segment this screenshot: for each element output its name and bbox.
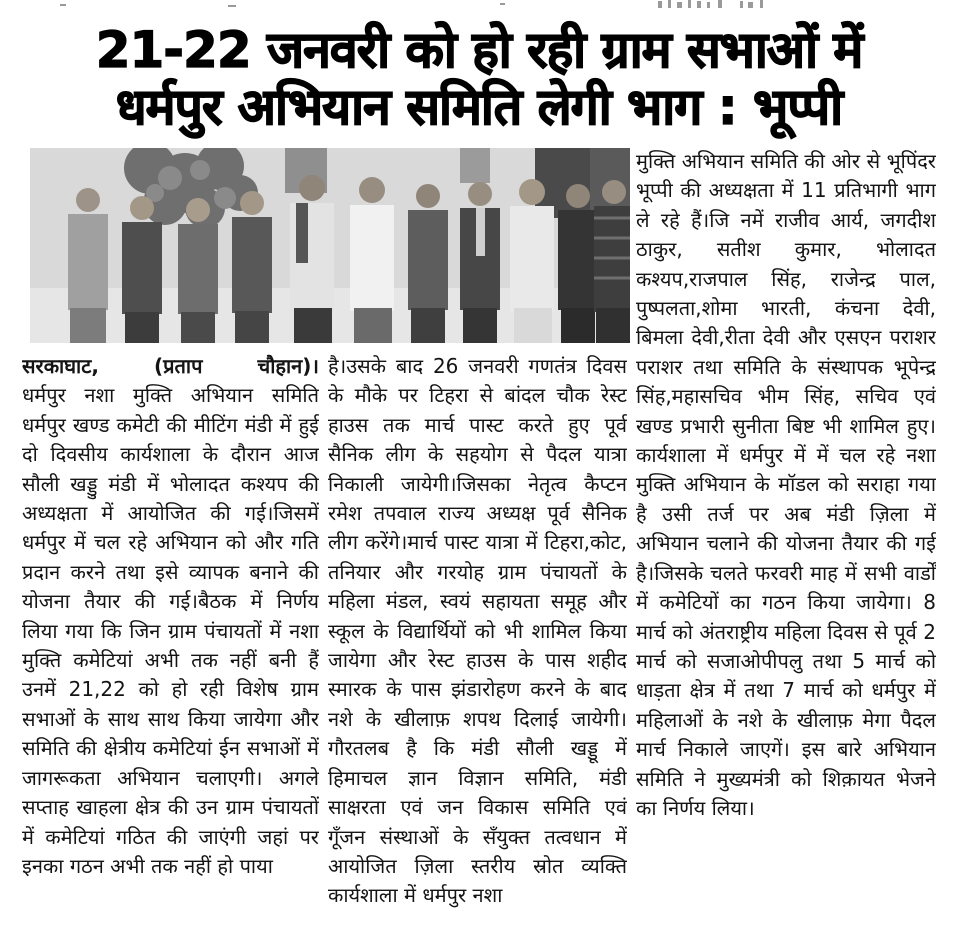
column-3-text: मुक्ति अभियान समिति की ओर से भूपिंदर भूप्पी की अध्यक्षता में 11 प्रतिभागी भाग ले रहे हैं।जि नमें राजीव आर्य, जगदीश ठाकुर, सतीश कुमार, भोलादत कश्यप,राजपाल सिंह, राजेन्द्र पाल, पुष्पलता,शोमा भारती, कंचना देवी, बिमला देवी,रीता देवी और एसएन पराशर पराशर तथा समिति के संस्थापक भूपेन्द्र सिंह,महासचिव भीम सिंह, सचिव एवं खण्ड प्रभारी सुनीता बिष्ट भी शामिल हुए।कार्यशाला में धर्मपुर में में चल रहे नशा मुक्ति अभियान के मॉडल को सराहा गया है उसी तर्ज पर अब मंडी ज़िला में अभियान चलाने की योजना तैयार की गई है।जिसके चलते फरवरी माह में सभी वार्डों में कमेटियों का गठन किया जायेगा। 8 मार्च को अंतराष्ट्रीय महिला दिवस से पूर्व 2 मार्च को सजाओपीपलु तथा 5 मार्च को धाड़ता क्षेत्र में तथा 7 मार्च को धर्मपुर में महिलाओं के नशे के खीलाफ़ मेगा पैदल मार्च निकाले जाएगें। इस बारे अभियान समिति ने मुख्यमंत्री को शिक़ायत भेजने का निर्णय लिया। — [636, 149, 936, 820]
article-photo — [30, 148, 630, 343]
article-headline — [10, 22, 948, 144]
headline-line-1: 21-22 जनवरी को हो रही ग्राम सभाओं में — [95, 21, 863, 79]
column-1-text: धर्मपुर नशा मुक्ति अभियान समिति धर्मपुर खण्ड कमेटी की मीटिंग मंडी में हुई दो दिवसीय कार्यशाला के दौरान आज सौली खड्डु मंडी में भोलादत कश्यप की अध्यक्षता में आयोजित की गई।जिसमें धर्मपुर में चल रहे अभियान को और गति प्रदान करने तथा इसे व्यापक बनाने की योजना तैयार की गई।बैठक में निर्णय लिया गया कि जिन ग्राम पंचायतों में नशा मुक्ति कमेटियां अभी तक नहीं बनी हैं उनमें 21,22 को हो रही विशेष ग्राम सभाओं के साथ साथ किया जायेगा और समिति की क्षेत्रीय कमेटियां ईन सभाओं में जागरूकता अभियान चलाएगी। अगले सप्ताह खाहला क्षेत्र की उन ग्राम पंचायतों में कमेटियां गठित की जाएंगी जहां पर इनका गठन अभी तक नहीं हो पाया — [22, 383, 319, 878]
cropped-masthead-fragment — [0, 0, 958, 14]
group-photo-graphic — [30, 148, 630, 343]
headline-line-2: धर्मपुर अभियान समिति लेगी भाग : भूप्पी — [115, 78, 843, 136]
body-column-2 — [328, 352, 627, 942]
body-column-1 — [22, 352, 319, 942]
body-column-3 — [636, 147, 936, 943]
column-2-text: है।उसके बाद 26 जनवरी गणतंत्र दिवस के मौके पर टिहरा से बांदल चौक रेस्ट हाउस तक मार्च पास्ट करते हुए पूर्व सैनिक लीग के सहयोग से पैदल यात्रा निकाली जायेगी।जिसका नेतृत्व कैप्टन रमेश तपवाल राज्य अध्यक्ष पूर्व सैनिक लीग करेंगे।मार्च पास्ट यात्रा में टिहरा,कोट, तनियार और गरयोह ग्राम पंचायतों के महिला मंडल, स्वयं सहायता समूह और स्कूल के विद्यार्थियों को भी शामिल किया जायेगा और रेस्ट हाउस के पास शहीद स्मारक के पास झंडारोहण करने के बाद नशे के खीलाफ़ शपथ दिलाई जायेगी।गौरतलब है कि मंडी सौली खड्डू में हिमाचल ज्ञान विज्ञान समिति, मंडी साक्षरता एवं जन विकास समिति एवं गूँजन संस्थाओं के सँयुक्त तत्वधान में आयोजित ज़िला स्तरीय स्रोत व्यक्ति कार्यशाला में धर्मपुर नशा — [328, 354, 627, 908]
dateline: सरकाघाट, (प्रताप चौहान)। — [22, 354, 319, 378]
